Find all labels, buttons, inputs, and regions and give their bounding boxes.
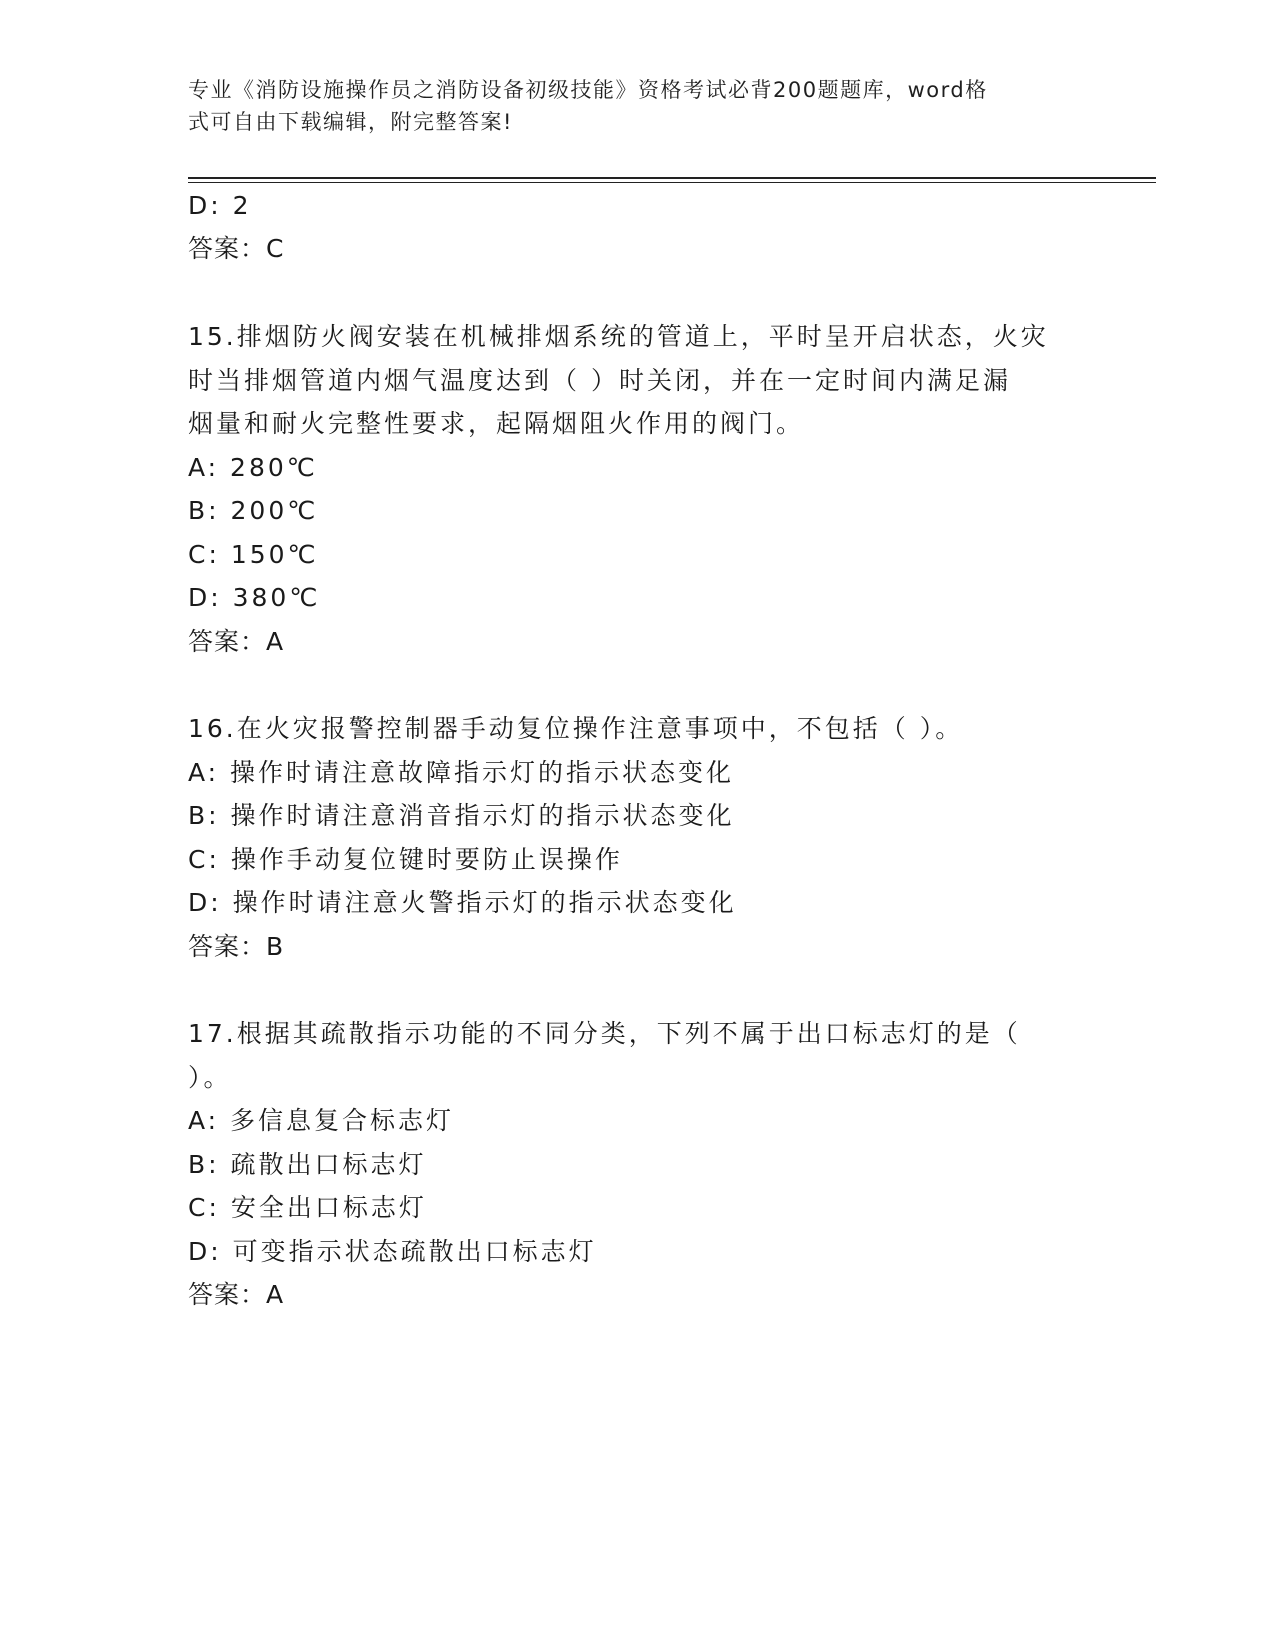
question-15-option-a: A: 280℃	[188, 453, 318, 482]
question-15-stem-line-1: 15.排烟防火阀安装在机械排烟系统的管道上，平时呈开启状态，火灾	[188, 322, 1049, 351]
question-17-answer: 答案：A	[188, 1280, 285, 1309]
header-line-1: 专业《消防设施操作员之消防设备初级技能》资格考试必背200题题库，word格	[188, 78, 988, 102]
question-17-stem-line-1: 17.根据其疏散指示功能的不同分类，下列不属于出口标志灯的是（	[188, 1019, 1021, 1048]
question-15-stem-line-3: 烟量和耐火完整性要求，起隔烟阻火作用的阀门。	[188, 409, 805, 438]
question-16-option-a: A: 操作时请注意故障指示灯的指示状态变化	[188, 758, 735, 787]
question-16-option-b: B: 操作时请注意消音指示灯的指示状态变化	[188, 801, 735, 830]
question-17-option-a: A: 多信息复合标志灯	[188, 1106, 455, 1135]
header-line-2: 式可自由下载编辑，附完整答案!	[188, 110, 513, 134]
question-16-option-c: C: 操作手动复位键时要防止误操作	[188, 845, 623, 874]
question-15-answer: 答案：A	[188, 627, 285, 656]
question-16-option-d: D: 操作时请注意火警指示灯的指示状态变化	[188, 888, 737, 917]
question-17-option-b: B: 疏散出口标志灯	[188, 1150, 427, 1179]
question-15-option-d: D: 380℃	[188, 583, 321, 612]
prev-option-d: D: 2	[188, 191, 252, 220]
prev-answer: 答案：C	[188, 234, 285, 263]
header-divider	[188, 177, 1156, 183]
question-17-stem-line-2: ）。	[188, 1063, 232, 1092]
page-header	[188, 74, 1088, 138]
question-17-option-d: D: 可变指示状态疏散出口标志灯	[188, 1237, 597, 1266]
question-16-stem-line-1: 16.在火灾报警控制器手动复位操作注意事项中，不包括（ ）。	[188, 714, 964, 743]
question-15-stem-line-2: 时当排烟管道内烟气温度达到（ ）时关闭，并在一定时间内满足漏	[188, 366, 1011, 395]
question-15-option-c: C: 150℃	[188, 540, 319, 569]
question-16-answer: 答案：B	[188, 932, 285, 961]
question-17-option-c: C: 安全出口标志灯	[188, 1193, 427, 1222]
question-15-option-b: B: 200℃	[188, 496, 319, 525]
